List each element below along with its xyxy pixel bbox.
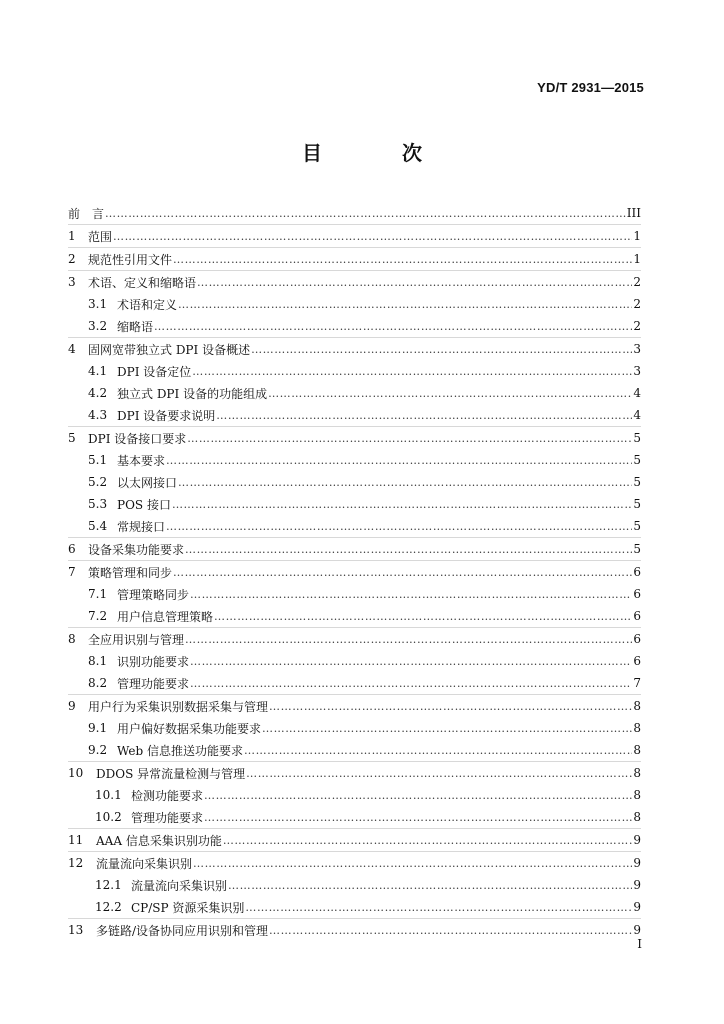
toc-entry-title: 检测功能要求 <box>131 788 204 803</box>
toc-entry-title: AAA 信息采集识别功能 <box>96 833 222 848</box>
toc-dot-leader <box>216 409 632 422</box>
toc-entry-number: 3.1 <box>88 297 108 311</box>
toc-entry-title: 独立式 DPI 设备的功能组成 <box>117 386 268 401</box>
toc-dot-leader <box>172 498 632 511</box>
toc-dot-leader <box>166 520 632 533</box>
toc-entry-page: 9 <box>633 833 641 847</box>
toc-entry[interactable] <box>68 694 641 717</box>
toc-entry-page: 9 <box>633 856 641 870</box>
toc-entry[interactable] <box>68 806 641 828</box>
toc-entry[interactable] <box>68 315 641 337</box>
toc-dot-leader <box>185 633 632 646</box>
toc-dot-leader <box>244 744 632 757</box>
toc-entry-number: 7.1 <box>88 587 108 601</box>
toc-entry[interactable] <box>68 404 641 426</box>
toc-entry-title: 规范性引用文件 <box>88 252 173 267</box>
toc-entry-title: 用户信息管理策略 <box>117 609 214 624</box>
page-number: I <box>637 937 642 951</box>
toc-entry[interactable] <box>68 828 641 851</box>
toc-entry-number: 1 <box>68 229 76 243</box>
toc-entry-number: 3.2 <box>88 319 108 333</box>
standard-code: YD/T 2931—2015 <box>537 80 644 95</box>
toc-entry[interactable] <box>68 851 641 874</box>
toc-entry[interactable] <box>68 605 641 627</box>
toc-entry[interactable] <box>68 896 641 918</box>
toc-entry-title: 术语、定义和缩略语 <box>88 275 197 290</box>
toc-entry-number: 4 <box>68 342 76 356</box>
toc-entry-page: 6 <box>633 632 641 646</box>
toc-entry-title: 范围 <box>88 229 113 244</box>
toc-entry-number: 3 <box>68 275 76 289</box>
toc-entry-page: 2 <box>633 275 641 289</box>
toc-entry-number: 4.1 <box>88 364 108 378</box>
toc-entry-page: 5 <box>633 453 641 467</box>
toc-entry-title: 管理功能要求 <box>117 676 190 691</box>
toc-entry-title: CP/SP 资源采集识别 <box>131 900 245 915</box>
toc-entry-page: 2 <box>633 319 641 333</box>
toc-entry[interactable] <box>68 650 641 672</box>
toc-dot-leader <box>268 387 632 400</box>
toc-entry[interactable] <box>68 360 641 382</box>
toc-dot-leader <box>187 432 632 445</box>
toc-dot-leader <box>269 924 632 937</box>
toc-entry-page: 3 <box>633 364 641 378</box>
toc-entry-page: 8 <box>633 699 641 713</box>
toc-entry-title: POS 接口 <box>117 497 171 512</box>
toc-entry-page: 6 <box>633 609 641 623</box>
toc-entry[interactable] <box>68 493 641 515</box>
toc-entry-number: 12.1 <box>95 878 122 892</box>
toc-entry-page: 1 <box>633 252 641 266</box>
toc-entry-number: 5.3 <box>88 497 108 511</box>
toc-dot-leader <box>166 454 632 467</box>
toc-entry[interactable] <box>68 426 641 449</box>
toc-dot-leader <box>178 476 632 489</box>
toc-entry-number: 8 <box>68 632 76 646</box>
toc-entry[interactable] <box>68 583 641 605</box>
toc-entry-page: 9 <box>633 900 641 914</box>
toc-entry[interactable] <box>68 918 641 941</box>
toc-entry-title: 管理策略同步 <box>117 587 190 602</box>
toc-dot-leader <box>262 722 632 735</box>
toc-dot-leader <box>193 857 632 870</box>
page-title: 目 次 <box>302 141 452 165</box>
toc-dot-leader <box>113 230 632 243</box>
toc-entry-number: 5.1 <box>88 453 108 467</box>
toc-entry-page: 6 <box>633 654 641 668</box>
toc-entry-number: 9.1 <box>88 721 108 735</box>
toc-entry-title: 固网宽带独立式 DPI 设备概述 <box>88 342 251 357</box>
toc-entry-number: 4.2 <box>88 386 108 400</box>
toc-entry-number: 8.2 <box>88 676 108 690</box>
toc-entry-title: 管理功能要求 <box>131 810 204 825</box>
toc-entry-title: 用户行为采集识别数据采集与管理 <box>88 699 269 714</box>
toc-entry-page: 7 <box>633 676 641 690</box>
toc-entry[interactable] <box>68 761 641 784</box>
toc-entry[interactable] <box>68 337 641 360</box>
toc-entry-page: 8 <box>633 743 641 757</box>
toc-entry-page: 8 <box>633 766 641 780</box>
toc-entry-page: 1 <box>633 229 641 243</box>
toc-entry[interactable] <box>68 449 641 471</box>
toc-entry-number: 10.2 <box>95 810 122 824</box>
toc-entry-page: 3 <box>633 342 641 356</box>
toc-entry-number: 5 <box>68 431 76 445</box>
toc-entry-page: 8 <box>633 721 641 735</box>
toc-entry-number: 11 <box>68 833 84 847</box>
toc-entry-page: 5 <box>633 497 641 511</box>
toc-entry[interactable] <box>68 537 641 560</box>
toc-entry-page: 8 <box>633 788 641 802</box>
toc-entry-title: 以太网接口 <box>117 475 178 490</box>
toc-entry-title: 术语和定义 <box>117 297 178 312</box>
toc-dot-leader <box>173 566 632 579</box>
toc-entry-title: DPI 设备要求说明 <box>117 408 216 423</box>
toc-dot-leader <box>228 879 632 892</box>
toc-entry-page: 9 <box>633 923 641 937</box>
toc-entry-number: 7.2 <box>88 609 108 623</box>
toc-entry-title: Web 信息推送功能要求 <box>117 743 243 758</box>
toc-entry[interactable] <box>68 739 641 761</box>
toc-dot-leader <box>223 834 633 847</box>
toc-dot-leader <box>246 767 632 780</box>
toc-entry-number: 9.2 <box>88 743 108 757</box>
toc-entry-page: 2 <box>633 297 641 311</box>
toc-dot-leader <box>204 811 632 824</box>
toc-dot-leader <box>214 610 632 623</box>
toc-entry[interactable] <box>68 515 641 537</box>
toc-entry[interactable] <box>68 293 641 315</box>
toc-entry-number: 9 <box>68 699 76 713</box>
toc-entry-title: 常规接口 <box>117 519 166 534</box>
toc-entry-number: 12.2 <box>95 900 122 914</box>
toc-entry-number: 6 <box>68 542 76 556</box>
toc-entry-title: 流量流向采集识别 <box>131 878 228 893</box>
toc-entry-title: 多链路/设备协同应用识别和管理 <box>96 923 269 938</box>
toc-entry-page: 4 <box>633 408 641 422</box>
toc-dot-leader <box>190 677 632 690</box>
toc-entry-page: 5 <box>633 542 641 556</box>
toc-entry-title: 全应用识别与管理 <box>88 632 185 647</box>
toc-entry-title: DPI 设备定位 <box>117 364 192 379</box>
toc-entry[interactable] <box>68 784 641 806</box>
toc-entry[interactable] <box>68 672 641 694</box>
toc-entry-page: III <box>626 206 641 220</box>
toc-entry[interactable] <box>68 471 641 493</box>
toc-dot-leader <box>204 789 632 802</box>
toc-entry-title: 识别功能要求 <box>117 654 190 669</box>
toc-entry-page: 9 <box>633 878 641 892</box>
toc-entry-number: 2 <box>68 252 76 266</box>
toc-dot-leader <box>154 320 632 333</box>
toc-entry-title: 策略管理和同步 <box>88 565 173 580</box>
toc-entry-title: 用户偏好数据采集功能要求 <box>117 721 262 736</box>
toc-entry-title: 流量流向采集识别 <box>96 856 193 871</box>
toc-entry-page: 6 <box>633 587 641 601</box>
toc-dot-leader <box>251 343 632 356</box>
toc-entry-title: DDOS 异常流量检测与管理 <box>96 766 246 781</box>
toc-entry-page: 5 <box>633 475 641 489</box>
toc-dot-leader <box>190 655 632 668</box>
toc-dot-leader <box>197 276 632 289</box>
toc-entry[interactable] <box>68 560 641 583</box>
toc-entry-number: 10.1 <box>95 788 122 802</box>
toc-entry-title: DPI 设备接口要求 <box>88 431 187 446</box>
toc-dot-leader <box>178 298 632 311</box>
toc-entry[interactable] <box>68 247 641 270</box>
toc-entry-page: 6 <box>633 565 641 579</box>
toc-dot-leader <box>185 543 632 556</box>
toc-entry[interactable] <box>68 382 641 404</box>
toc-entry-page: 5 <box>633 519 641 533</box>
table-of-contents <box>68 202 641 941</box>
toc-dot-leader <box>192 365 632 378</box>
toc-entry[interactable] <box>68 270 641 293</box>
toc-dot-leader <box>173 253 632 266</box>
toc-dot-leader <box>269 700 632 713</box>
toc-dot-leader <box>245 901 632 914</box>
toc-dot-leader <box>190 588 632 601</box>
toc-entry-number: 12 <box>68 856 84 870</box>
toc-entry-number: 13 <box>68 923 84 937</box>
toc-entry-page: 4 <box>633 386 641 400</box>
toc-entry[interactable] <box>68 202 641 224</box>
toc-entry[interactable] <box>68 874 641 896</box>
toc-entry-number: 10 <box>68 766 84 780</box>
toc-entry-title: 设备采集功能要求 <box>88 542 185 557</box>
toc-entry-number: 4.3 <box>88 408 108 422</box>
toc-entry-number: 5.2 <box>88 475 108 489</box>
toc-entry-page: 8 <box>633 810 641 824</box>
toc-entry-title: 基本要求 <box>117 453 166 468</box>
toc-entry[interactable] <box>68 627 641 650</box>
toc-entry[interactable] <box>68 224 641 247</box>
toc-entry-number: 前 言 <box>68 206 105 221</box>
toc-entry-number: 7 <box>68 565 76 579</box>
toc-entry-title: 缩略语 <box>117 319 154 334</box>
toc-entry-page: 5 <box>633 431 641 445</box>
toc-dot-leader <box>105 207 626 220</box>
toc-entry-number: 8.1 <box>88 654 108 668</box>
toc-entry[interactable] <box>68 717 641 739</box>
toc-entry-number: 5.4 <box>88 519 108 533</box>
